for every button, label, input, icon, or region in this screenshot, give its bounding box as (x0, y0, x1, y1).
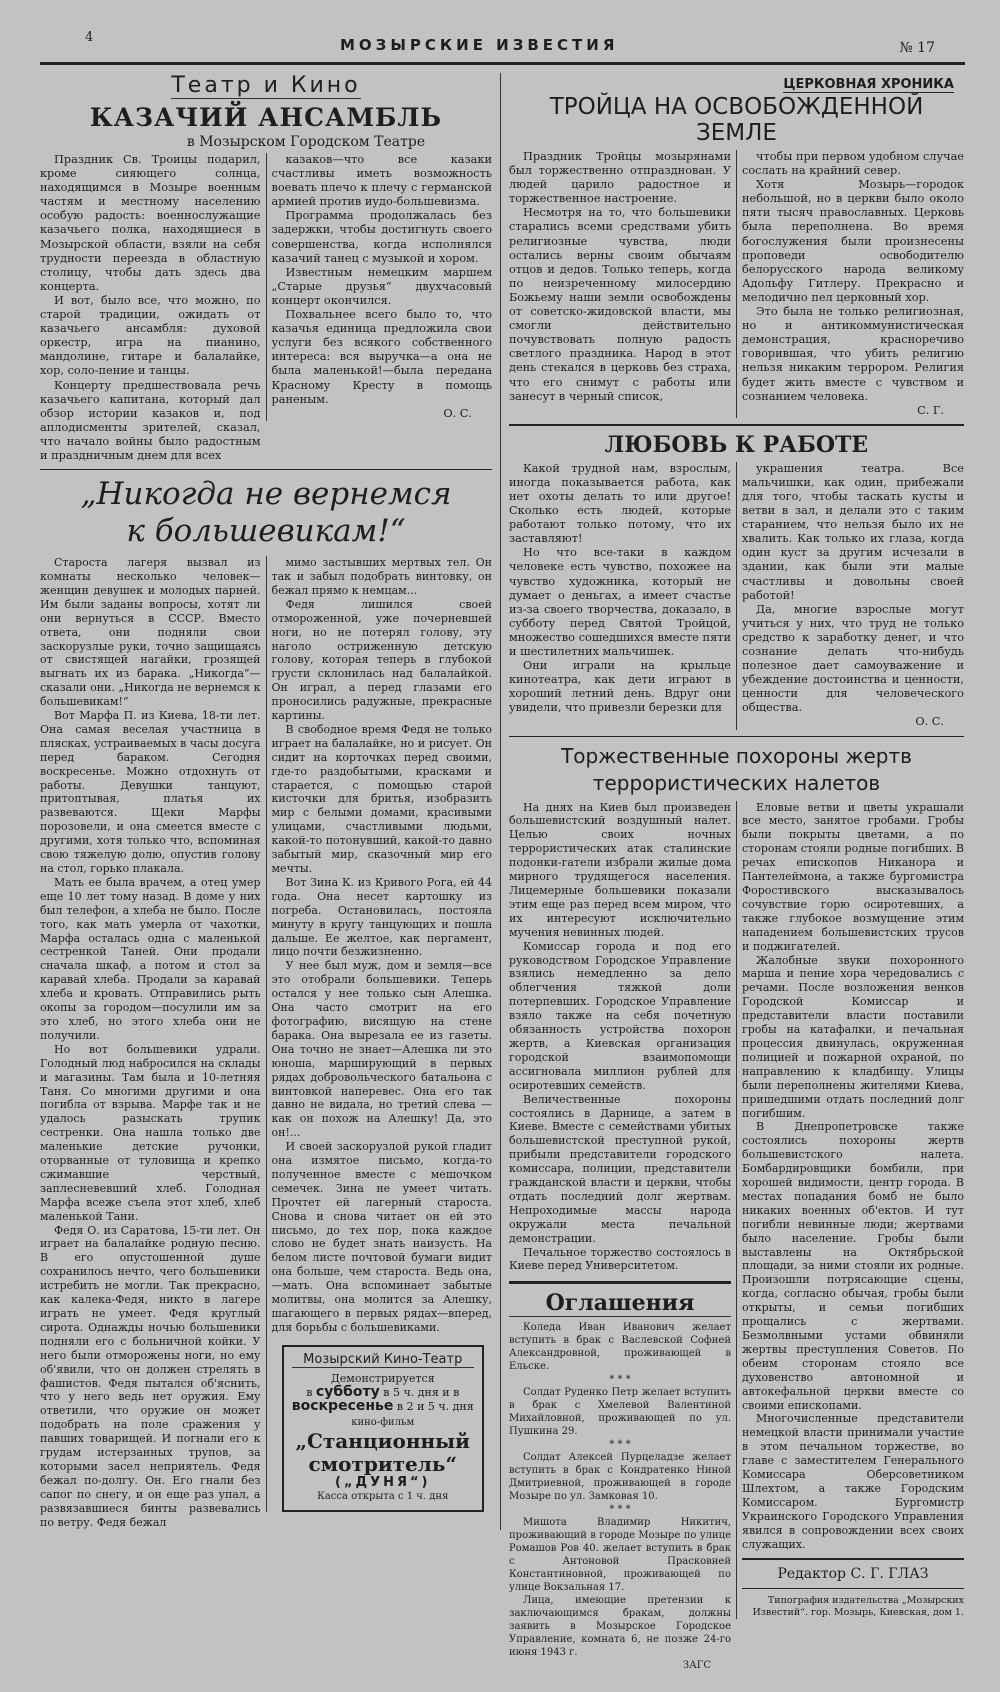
paragraph: На днях на Киев был произведен большевистский воздушный налет. Целью своих ночных террористических атак сталинские подонки-гатели избрали жилые дома мирного трудящегося населения. Лицемерные большевики показали этим еще раз перед всем миром, что их интересуют исключительно мучения невинных людей. (509, 800, 731, 939)
article-column (509, 150, 731, 404)
article-column (266, 153, 493, 421)
paragraph: Праздник Св. Троицы подарил, кроме сияющего солнца, находящимся в Мозыре военным частям и местному населению особую радость: военнослужащие казачьего полка, находящиеся в Мозырской области, взяли на себя трудности переезда в областную столицу, чтобы дать здесь два концерта. (40, 153, 261, 293)
paragraph: Величественные похороны состоялись в Дарнице, а затем в Киеве. Вместе с семействами убитых большевистской преступной рукой, прибыли представители городского комиссара, полиции, представители гражданской власти и церкви, чтобы отдать последний долг жертвам. Непроходимые массы народа окружали места печальной демонстрации. (509, 1092, 731, 1245)
divider (742, 1588, 964, 1589)
paragraph: Несмотря на то, что большевики старались всеми средствами убить религиозные чувства, люди остались верны своим обычаям отцов и дедов. Только теперь, когда по неизреченному милосердию Божьему наши земли освобождены от советско-жидовской власти, мы смогли действительно почувствовать полную радость светлого праздника. Народ в этот день стекался в церковь без страха, что его снимут с работы или занесут в черный список, (509, 206, 731, 403)
paragraph: Федя О. из Саратова, 15-ти лет. Он играет на балалайке родную песню. В его опустошенной душе сохранилось нечто, чего большевики истребить не могли. Так прекрасно, как калека-Федя, никто в лагере играть не умеет. Федя круглый сирота. Однажды ночью большевики подняли его с больничной койки. У него были отморожены ноги, но ему об'явили, что он должен стрелять в фашистов. Федя пытался об'яснить, что у него ведь нет оружия. Ему ответили, что оружие он может подобрать на поле сражения у павших товарищей. И погнали его к грудам истерзанных трупов, за которыми засел неприятель. Федя бежал по-долгу. Он. Его гнали без сапог по снегу, и он еще раз упал, а развязавшиеся бинты развевались по ветру. Федя бежал (40, 1223, 261, 1529)
article-funeral (509, 743, 964, 1673)
article-cossack-ensemble (40, 73, 492, 463)
page-number: 4 (85, 30, 94, 45)
signature: О. С. (443, 406, 472, 420)
separator: * * * (609, 1504, 631, 1516)
article-column (509, 801, 731, 1274)
paragraph: Староста лагеря вызвал из комнаты несколько человек—женщин девушек и молодых парней. Им были заданы вопросы, хотят ли они вернуться в СССР. Вместо ответа, они подняли свои заскорузлые руки, точно защищаясь от свистящей нагайки, грозящей выгнать их из барака. „Никогда“— сказали они. „Никогда не вернемся к большевикам!“ (40, 556, 261, 709)
article-column (266, 556, 493, 1512)
masthead (40, 28, 965, 65)
paragraph: Но что все-таки в каждом человеке есть чувство, похожее на чувство художника, который не думает о деньгах, а имеет счастье из-за своего творчества, доказало, в субботу перед Святой Тройцой, множество сошедшихся вместе пяти и шестилетних мальчишек. (509, 546, 731, 658)
notice-item: Солдат Руденко Петр желает вступить в брак с Хмелевой Валентиной Михайловной, проживающей по ул. Пушкина 29. (509, 1387, 731, 1438)
paragraph: И вот, было все, что можно, по старой традиции, ожидать от казачьего ансамбля: духовой оркестр, игра на пианино, мандолине, гитаре и балалайке, хор, соло-пение и танцы. (40, 293, 261, 378)
article-column (40, 153, 261, 463)
paragraph: Похвальнее всего было то, что казачья единица предложила свои услуги без всякого собственного интереса: вся выручка—а она не была маленькой!—была передана Красному Кресту в помощь раненым. (271, 308, 492, 406)
paragraph: Но вот большевики удрали. Голодный люд набросился на склады и магазины. Там была и 10-летняя Таня. Со многими другими и она погибла от взрыва. Марфе так и не удалось разыскать трупик сестренки. Она нашла только две маленькие детские ручонки, оторванные от туловища и крепко сжимавшие черствый, заплесневевший хлеб. Голодная Марфа всеже съела этот хлеб, хлеб маленькой Тани. (40, 1042, 261, 1223)
funeral-right-column (736, 801, 964, 1619)
rubric: Театр и Кино (171, 73, 361, 98)
editor-credit: Редактор С. Г. ГЛАЗ (777, 1565, 929, 1582)
paragraph: Это была не только религиозная, но и антикоммунистическая демонстрация, красноречиво говорившая, что убить религию нельзя никаким террором. Религия будет жить вместе с чувством и сознанием человека. (742, 305, 964, 403)
film-title: смотритель“ (308, 1452, 457, 1477)
funeral-left-column (509, 801, 731, 1673)
article-never-return (40, 476, 492, 1529)
paragraph: И своей заскорузлой рукой гладит она измятое письмо, когда-то полученное вместе с мешочком семечек. Зина не умеет читать. Прочтет ей лагерный староста. Снова и снова читает он ей это письмо, до тех пор, пока каждое слово не будет знать наизусть. На белом листе почтовой бумаги видит она больше, чем староста. Ведь она,—мать. Она вспоминает забытые молитвы, она молится за Алешку, шагающего в первых рядах—вперед, для борьбы с большевиками. (271, 1140, 492, 1334)
film-alt-title: („ДУНЯ“) (335, 1475, 431, 1491)
divider (509, 424, 964, 426)
article-trinity (509, 73, 964, 418)
headline: Торжественные похороны жертв террористических налетов (561, 743, 912, 795)
signature: С. Г. (917, 403, 944, 417)
ad-text: Демонстрируется (330, 1371, 435, 1385)
headline: ТРОЙЦА НА ОСВОБОЖДЕННОЙ ЗЕМЛЕ (549, 94, 924, 146)
paragraph: Печальное торжество состоялось в Киеве перед Университетом. (509, 1245, 731, 1273)
article-column (742, 801, 964, 1552)
page-body (40, 73, 965, 1672)
ad-text: в 5 ч. дня и в (383, 1385, 460, 1399)
paragraph: Вот Марфа П. из Киева, 18-ти лет. Она самая веселая участница в плясках, устраиваемых в часы досуга перед бараком. Сегодня воскресенье. Можно отдохнуть от работы. Девушки танцуют, притоптывая, платья их развеваются. Щеки Марфы порозовели, и она смеется вместе с другими, хотя только что, вспоминая свою тяжелую долю, опустив голову на стол, горько плакала. (40, 709, 261, 875)
notices-title: Оглашения (509, 1290, 731, 1317)
divider (742, 1558, 964, 1560)
article-column (509, 462, 731, 716)
paragraph: В свободное время Федя не только играет на балалайке, но и рисует. Он сидит на корточках перед своими, где-то раздобытыми, красками и старается, с помощью старой кисточки для бритья, изобразить мир с белыми домами, красивыми улицами, счастливыми людьми, какой-то потонувший, какой-то давно забытый мир, сказочный мир его мечты. (271, 722, 492, 875)
marriage-notices (509, 1281, 731, 1672)
paragraph: Известным немецким маршем „Старые друзья“ двухчасовый концерт окончился. (271, 265, 492, 307)
headline: ЛЮБОВЬ К РАБОТЕ (604, 431, 869, 458)
notice-item: Солдат Алексей Пурцеладзе желает вступить в брак с Кондратенко Ниной Дмитриевной, проживающей в городе Мозыре по ул. Замковая 10. (509, 1452, 731, 1503)
divider (509, 736, 964, 737)
article-column (736, 462, 964, 730)
ad-text: кино-фильм (351, 1417, 415, 1429)
paragraph: Да, многие взрослые могут учиться у них, что труд не только средство к заработку денег, и что сознание делать что-нибудь полезное дает самоуважение и убеждение достоинства и ценности, ценности для человеческого общества. (742, 602, 964, 715)
notices-list (509, 1321, 731, 1672)
notice-closing: Лица, имеющие претензии к заключающимся бракам, должны заявить в Мозырское Городское Управление, комната 6, не позже 24-го июня 1943 г. (509, 1595, 731, 1659)
signature: О. С. (915, 715, 944, 729)
headline-line: к большевикам!“ (126, 513, 406, 550)
separator: * * * (609, 1439, 631, 1451)
paragraph: В Днепропетровске также состоялись похороны жертв большевистского налета. Бомбардировщики бомбили, при хорошей видимости, центр города. В местах попадания бомб не было никаких военных об'ектов. И тут погибли невинные люди; жертвами было население. Гробы были выставлены на Октябрьской площади, за ними стояли их родные. Произошли потрясающие сцены, когда, согласно обычая, гробы были открыты, и семьи погибших прощались с жертвами. Безмолвными устами обвиняли жертвы преступления Советов. По обеим сторонам стояло все духовенство автономной и автокефальной церкви вместе со своими епископами. (742, 1120, 964, 1412)
paragraph: Какой трудной нам, взрослым, иногда показывается работа, как нет охоты делать то или другое! Сколько есть людей, которые работают только потому, что их заставляют! (509, 461, 731, 546)
article-column (736, 150, 964, 418)
ad-day: воскресенье (291, 1397, 394, 1414)
headline: КАЗАЧИЙ АНСАМБЛЬ (89, 103, 443, 132)
paragraph: Федя лишился своей отмороженной, уже почерневшей ноги, но не потерял голову, эту наголо остриженную детскую голову, которая теперь в глубокой грусти склонилась над балалайкой. Он играл, а перед глазами его проносились радужные, прекрасные картины. (271, 597, 492, 723)
article-love-of-work (509, 432, 964, 730)
cinema-advertisement (282, 1345, 485, 1512)
notice-item: Коледа Иван Иванович желает вступить в брак с Васлевской Софией Александровной, проживающей в Ельске. (509, 1322, 731, 1373)
paragraph: Вот Зина К. из Кривого Рога, ей 44 года. Она несет картошку из погреба. Остановилась, постояла минуту в кругу танцующих и пошла дальше. Ее желтое, как пергамент, лицо почти безжизненно. (271, 875, 492, 959)
ad-text: в 2 и 5 ч. дня (396, 1399, 474, 1413)
issue-number: № 17 (899, 40, 935, 56)
notice-item: Мишота Владимир Никитич, проживающий в городе Мозыре по улице Ромашов Ров 40. желает вступить в брак с Антоновой Прасковней Константиновной, проживающей по улице Вокзальная 17. (509, 1517, 731, 1594)
right-half (501, 73, 964, 1672)
rubric: ЦЕРКОВНАЯ ХРОНИКА (783, 77, 954, 92)
paragraph: Комиссар города и под его руководством Городское Управление взялись немедленно за дело облегчения тяжкой доли потерпевших. Городское Управление взяло также на себя почетную обязанность устройства похорон жертв, а Киевская организация городской взаимопомощи ассигновала миллион рублей для осиротевших семейств. (509, 939, 731, 1092)
paragraph: чтобы при первом удобном случае сослать на крайний север. (742, 150, 964, 178)
article-column (40, 556, 261, 1529)
subheadline: в Мозырском Городском Театре (186, 134, 426, 150)
ad-text: в (306, 1385, 313, 1399)
printer-credit: Типография издательства „Мозырских Известий“. гор. Мозырь, Киевская, дом 1. (752, 1594, 964, 1618)
film-title: „Станционный (295, 1429, 471, 1454)
cinema-name: Мозырский Кино-Театр (292, 1353, 475, 1368)
ad-day: субботу (315, 1383, 380, 1400)
masthead-title: МОЗЫРСКИЕ ИЗВЕСТИЯ (340, 36, 619, 54)
paragraph: Концерту предшествовала речь казачьего капитана, который дал обзор истории казаков и, под аплодисменты зрителей, сказал, что начало войны было радостным и праздничным днем для всех (40, 378, 261, 462)
paragraph: Они играли на крыльце кинотеатра, как дети играют в хороший летний день. Вдруг они увидели, что привезли березки для (509, 659, 731, 715)
paragraph: Многочисленные представители немецкой власти принимали участие в этом печальном торжестве, во главе с заместителем Генерального Комиссара Оберсоветником Шлехтом, а также Городским Комиссаром. Бургомистр Украинского Городского Управления явился в сопровождении всех своих служащих. (742, 1412, 964, 1551)
paragraph: Жалобные звуки похоронного марша и пение хора чередовались с речами. После возложения венков Городской Комиссар и представители власти поставили гробы на катафалки, и печальная процессия двинулась, окруженная полицией и пожарной охраной, по направлению к кладбищу. Улицы были переполнены жителями Киева, пришедшими отдать последний долг погибшим. (742, 953, 964, 1120)
signature: ЗАГС (682, 1660, 711, 1672)
headline-line: „Никогда не вернемся (80, 476, 452, 513)
paragraph: Мать ее была врачем, а отец умер еще 10 лет тому назад. В доме у них был телефон, а хлеба не было. После того, как мать умерла от чахотки, Марфа осталась одна с маленькой сестренкой Таней. Они продали сначала шкаф, а потом и стол за каравай хлеба. Продали за каравай хлеба и кровать. Отправились рыть окопы за городом—посулили им за это хлеб, но этого хлеба они не получили. (40, 875, 261, 1042)
separator: * * * (609, 1374, 631, 1386)
paragraph: мимо застывших мертвых тел. Он так и забыл подобрать винтовку, он бежал прямо к немцам... (271, 556, 492, 597)
paragraph: Праздник Тройцы мозырянами был торжественно отпразднован. У людей царило радостное и торжественное настроение. (509, 150, 731, 206)
paragraph: Программа продолжалась без задержки, чтобы достигнуть своего совершенства, когда исполнялся казачий танец с музыкой и хором. (271, 209, 492, 265)
left-half (40, 73, 501, 1530)
paragraph: казаков—что все казаки счастливы иметь возможность воевать плечо к плечу с германской армией против иудо-большевизма. (271, 153, 492, 209)
paragraph: Хотя Мозырь—городок небольшой, но в церкви было около пяти тысяч православных. Церковь была переполнена. Во время богослужения были произнесены проповеди освободителю белорусского народа великому Адольфу Гитлеру. Прекрасно и мелодично пел церковный хор. (742, 178, 964, 304)
box-office-hours: Касса открыта с 1 ч. дня (317, 1491, 449, 1503)
divider (40, 469, 492, 470)
paragraph: Еловые ветви и цветы украшали все место, занятое гробами. Гробы были покрыты цветами, а по сторонам стояли родные погибших. В речах епископов Никанора и Пантелеймона, а также бургомистра Форостивского высказывалось сочувствие горю осиротевших, а также глубокое возмущение этим нападением большевистских трусов и поджигателей. (742, 800, 964, 953)
headline (40, 476, 492, 550)
paragraph: украшения театра. Все мальчишки, как один, прибежали для того, чтобы таскать кусты и ветви в зал, и делали это с таким старанием, что нельзя было их не хвалить. Как только их глаза, когда один куст за другим исчезали в здании, как были эти малые счастливы и довольны своей работой! (742, 461, 964, 602)
paragraph: У нее был муж, дом и земля—все это отобрали большевики. Теперь остался у нее только сын Алешка. Она часто смотрит на его фотографию, висящую на стене барака. Она вырезала ее из газеты. Она точно не знает—Алешка ли это юноша, марширующий в первых рядах добровольческого батальона с винтовкой наперевес. Она его так давно не видала, но третий слева — как он похож на Алешку! Да, это он!... (271, 959, 492, 1140)
